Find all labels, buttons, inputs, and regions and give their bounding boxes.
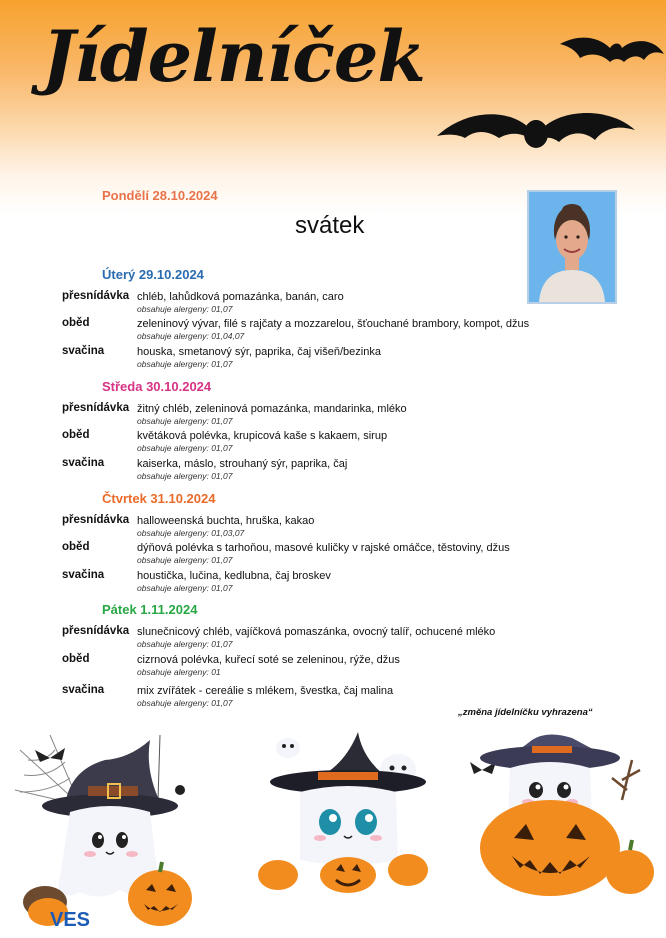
meal-label: oběd [62, 317, 90, 329]
meal-label: svačina [62, 569, 105, 581]
meal-label: svačina [62, 345, 105, 357]
meal-text: zeleninový vývar, filé s rajčaty a mozzarelou, šťouchané brambory, kompot, džus [137, 318, 530, 330]
allergen-info: obsahuje alergeny: 01,07 [137, 304, 233, 314]
meal-text: dýňová polévka s tarhoňou, masové kuličky v rajské omáčce, těstoviny, džus [137, 542, 510, 554]
bat-icon [435, 100, 637, 160]
staff-photo [527, 190, 617, 304]
meal-text: cizrnová polévka, kuřecí soté se zeleninou, rýže, džus [137, 654, 400, 666]
allergen-info: obsahuje alergeny: 01,07 [137, 639, 233, 649]
bat-icon [558, 30, 666, 80]
meal-text: houska, smetanový sýr, paprika, čaj višeň/bezinka [137, 346, 381, 358]
allergen-info: obsahuje alergeny: 01,07 [137, 471, 233, 481]
day-heading-monday: Pondělí 28.10.2024 [102, 188, 218, 203]
allergen-info: obsahuje alergeny: 01 [137, 667, 221, 677]
allergen-info: obsahuje alergeny: 01,07 [137, 698, 233, 708]
svg-text:VES: VES [50, 909, 91, 931]
page-title: Jídelníček [42, 15, 425, 98]
meal-text: mix zvířátek - cereálie s mlékem, švestka, čaj malina [137, 685, 394, 697]
meal-text: houstička, lučina, kedlubna, čaj broskev [137, 570, 331, 582]
allergen-info: obsahuje alergeny: 01,07 [137, 359, 233, 369]
meal-label: přesnídávka [62, 625, 130, 637]
allergen-info: obsahuje alergeny: 01,07 [137, 555, 233, 565]
allergen-info: obsahuje alergeny: 01,07 [137, 583, 233, 593]
meal-text: chléb, lahůdková pomazánka, banán, caro [137, 291, 344, 303]
allergen-info: obsahuje alergeny: 01,07 [137, 416, 233, 426]
meal-label: svačina [62, 684, 105, 696]
meal-text: kaiserka, máslo, strouhaný sýr, paprika, čaj [137, 458, 348, 470]
ghost-in-pumpkin-illustration [462, 730, 658, 900]
meal-text: slunečnicový chléb, vajíčková pomaszánka, ovocný talíř, ochucené mléko [137, 626, 496, 638]
change-reserved-note: „změna jídelníčku vyhrazena“ [458, 707, 593, 718]
allergen-info: obsahuje alergeny: 01,07 [137, 443, 233, 453]
holiday-note: svátek [295, 212, 365, 239]
day-heading-tuesday: Úterý 29.10.2024 [102, 267, 204, 282]
meal-label: svačina [62, 457, 105, 469]
allergen-info: obsahuje alergeny: 01,03,07 [137, 528, 245, 538]
meal-label: přesnídávka [62, 290, 130, 302]
day-heading-wednesday: Středa 30.10.2024 [102, 379, 212, 394]
witch-ghost-illustration [248, 730, 433, 895]
meal-text: žitný chléb, zeleninová pomazánka, mandarinka, mléko [137, 403, 407, 415]
day-heading-friday: Pátek 1.11.2024 [102, 602, 198, 617]
meal-label: přesnídávka [62, 402, 130, 414]
day-heading-thursday: Čtvrtek 31.10.2024 [102, 491, 216, 506]
meal-text: květáková polévka, krupicová kaše s kakaem, sirup [137, 430, 388, 442]
ghost-with-pumpkin-illustration [10, 730, 210, 935]
allergen-info: obsahuje alergeny: 01,04,07 [137, 331, 245, 341]
meal-label: oběd [62, 653, 90, 665]
meal-text: halloweenská buchta, hruška, kakao [137, 515, 315, 527]
meal-label: oběd [62, 429, 90, 441]
meal-label: přesnídávka [62, 514, 130, 526]
meal-label: oběd [62, 541, 90, 553]
